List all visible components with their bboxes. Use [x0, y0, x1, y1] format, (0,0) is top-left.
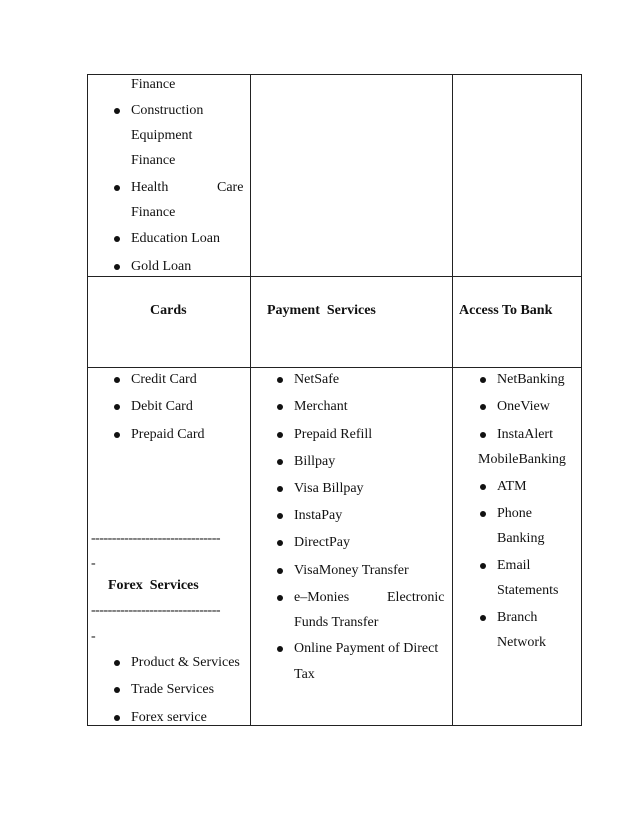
list-item-instaalert: InstaAlert — [497, 427, 553, 442]
list-item-text: Funds Transfer — [294, 615, 379, 630]
list-item-netsafe: NetSafe — [294, 372, 340, 387]
table-divider-1 — [250, 74, 251, 726]
list-item-netbanking: NetBanking — [497, 372, 565, 387]
list-item-emonies: e–Monies — [294, 590, 350, 605]
header-access-to-bank: Access To Bank — [459, 303, 553, 318]
list-item-visamoney-transfer: VisaMoney Transfer — [294, 563, 409, 578]
list-item-atm: ATM — [497, 479, 527, 494]
separator-line: ------------------------------- — [91, 603, 221, 618]
list-item-text: Finance — [131, 153, 176, 168]
list-item-text: MobileBanking — [478, 452, 566, 467]
list-item-text: Banking — [497, 531, 545, 546]
list-item-credit-card: Credit Card — [131, 372, 197, 387]
table-divider-2 — [452, 74, 453, 726]
list-item-visa-billpay: Visa Billpay — [294, 481, 364, 496]
table-row-divider-2 — [87, 367, 582, 368]
header-payment-services: Payment Services — [267, 303, 376, 318]
list-item-billpay: Billpay — [294, 454, 336, 469]
list-item-product-services: Product & Services — [131, 655, 240, 670]
list-item-online-payment: Online Payment of Direct — [294, 641, 439, 656]
separator-tail: - — [91, 629, 96, 644]
header-cards: Cards — [150, 303, 187, 318]
list-item-merchant: Merchant — [294, 399, 348, 414]
list-item-directpay: DirectPay — [294, 535, 350, 550]
list-item-gold: Gold Loan — [131, 259, 192, 274]
list-item-phone-banking: Phone — [497, 506, 532, 521]
list-item-forex-service: Forex service — [131, 710, 207, 725]
list-item-text: Statements — [497, 583, 559, 598]
list-item-trade-services: Trade Services — [131, 682, 215, 697]
table-border-left — [87, 74, 88, 726]
table-border-top — [87, 74, 582, 75]
list-item-text: Network — [497, 635, 546, 650]
list-item-instapay: InstaPay — [294, 508, 343, 523]
list-item-text: Electronic — [387, 590, 445, 605]
list-item-construction: Construction — [131, 103, 204, 118]
list-item-health: Health — [131, 180, 169, 195]
separator-tail: - — [91, 556, 96, 571]
list-item-text: Care — [217, 180, 244, 195]
list-item-oneview: OneView — [497, 399, 550, 414]
list-item-text: Finance — [131, 205, 176, 220]
table-border-right — [581, 74, 582, 726]
list-item-debit-card: Debit Card — [131, 399, 193, 414]
list-item-text: Tax — [294, 667, 315, 682]
list-item-education: Education Loan — [131, 231, 221, 246]
list-item-email-statements: Email — [497, 558, 531, 573]
list-item-branch-network: Branch — [497, 610, 538, 625]
forex-services-title: Forex Services — [108, 578, 199, 593]
list-item-text: Equipment — [131, 128, 193, 143]
list-item-prepaid-refill: Prepaid Refill — [294, 427, 373, 442]
list-item-prepaid-card: Prepaid Card — [131, 427, 205, 442]
table-row-divider-1 — [87, 276, 582, 277]
separator-line: ------------------------------- — [91, 531, 221, 546]
list-item-text: Finance — [131, 77, 176, 92]
